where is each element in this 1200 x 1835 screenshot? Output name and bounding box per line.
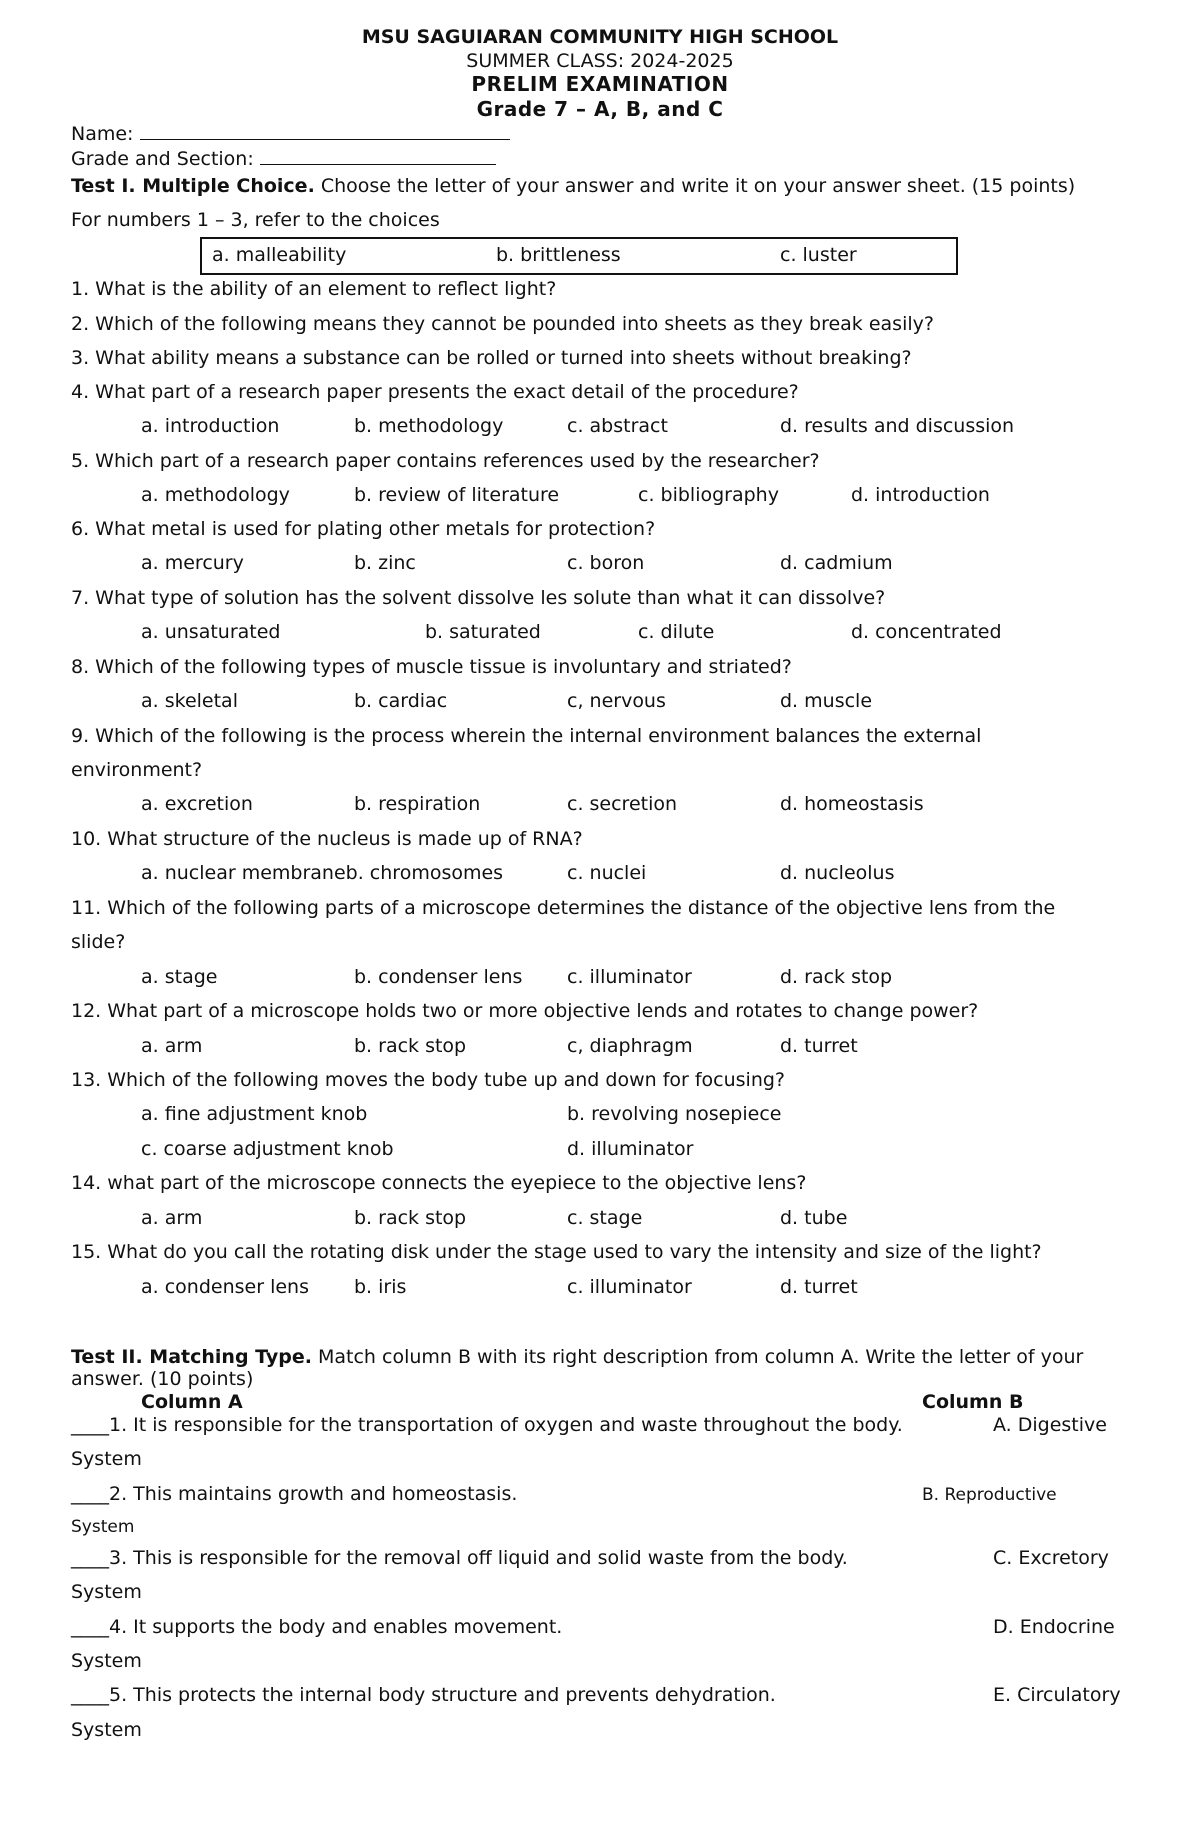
q9-option-a[interactable]: a. excretion [141,793,253,815]
q11-option-a[interactable]: a. stage [141,966,218,988]
question-13: 13. Which of the following moves the body tube up and down for focusing? [71,1069,786,1091]
question-14: 14. what part of the microscope connects the eyepiece to the objective lens? [71,1172,807,1194]
q8-option-a[interactable]: a. skeletal [141,690,238,712]
q9-option-b[interactable]: b. respiration [354,793,481,815]
q6-option-d[interactable]: d. cadmium [780,552,893,574]
q7-option-c[interactable]: c. dilute [638,621,715,643]
column-a-header: Column A [141,1391,243,1413]
exam-title: PRELIM EXAMINATION [471,72,729,96]
matching-answer-d-wrap: System [71,1650,142,1672]
matching-item-3: ____3. This is responsible for the removal off liquid and solid waste from the body. [71,1547,848,1569]
matching-answer-b: B. Reproductive [922,1485,1057,1505]
matching-answer-c: C. Excretory [993,1547,1109,1569]
q10-option-c[interactable]: c. nuclei [567,862,647,884]
q4-option-b[interactable]: b. methodology [354,415,504,437]
test1-heading [71,175,1075,197]
matching-item-1: ____1. It is responsible for the transportation of oxygen and waste throughout the body. [71,1414,903,1436]
grade-line: Grade 7 – A, B, and C [476,97,724,121]
matching-answer-b-wrap: System [71,1517,135,1537]
q6-option-c[interactable]: c. boron [567,552,645,574]
q5-option-b[interactable]: b. review of literature [354,484,560,506]
q14-option-c[interactable]: c. stage [567,1207,643,1229]
q12-option-c[interactable]: c, diaphragm [567,1035,693,1057]
q9-option-d[interactable]: d. homeostasis [780,793,924,815]
q13-option-c[interactable]: c. coarse adjustment knob [141,1138,394,1160]
question-11: 11. Which of the following parts of a microscope determines the distance of the objective lens from the [71,897,1056,919]
q11-option-c[interactable]: c. illuminator [567,966,692,988]
q12-option-b[interactable]: b. rack stop [354,1035,467,1057]
q8-option-c[interactable]: c, nervous [567,690,666,712]
test1-note: For numbers 1 – 3, refer to the choices [71,209,440,231]
q12-option-a[interactable]: a. arm [141,1035,203,1057]
q10-option-d[interactable]: d. nucleolus [780,862,895,884]
question-2: 2. Which of the following means they cannot be pounded into sheets as they break easily? [71,313,934,335]
q11-option-d[interactable]: d. rack stop [780,966,893,988]
test1-instructions: Choose the letter of your answer and write it on your answer sheet. (15 points) [314,175,1076,197]
question-1: 1. What is the ability of an element to reflect light? [71,278,557,300]
matching-item-5: ____5. This protects the internal body structure and prevents dehydration. [71,1684,776,1706]
choice-a: a. malleability [212,244,347,266]
question-3: 3. What ability means a substance can be rolled or turned into sheets without breaking? [71,347,912,369]
q7-option-d[interactable]: d. concentrated [851,621,1002,643]
q9-option-c[interactable]: c. secretion [567,793,678,815]
q7-option-b[interactable]: b. saturated [425,621,541,643]
matching-answer-a: A. Digestive [993,1414,1107,1436]
q15-option-c[interactable]: c. illuminator [567,1276,692,1298]
choice-b: b. brittleness [496,244,621,266]
q14-option-b[interactable]: b. rack stop [354,1207,467,1229]
question-7: 7. What type of solution has the solvent dissolve les solute than what it can dissolve? [71,587,886,609]
q5-option-d[interactable]: d. introduction [851,484,990,506]
test2-heading [71,1346,1083,1368]
question-9: 9. Which of the following is the process wherein the internal environment balances the external [71,725,982,747]
question-15: 15. What do you call the rotating disk under the stage used to vary the intensity and size of the light? [71,1241,1042,1263]
summer-class: SUMMER CLASS: 2024-2025 [466,50,734,72]
question-8: 8. Which of the following types of muscle tissue is involuntary and striated? [71,656,792,678]
q13-option-b[interactable]: b. revolving nosepiece [567,1103,782,1125]
question-6: 6. What metal is used for plating other metals for protection? [71,518,656,540]
matching-answer-c-wrap: System [71,1581,142,1603]
choice-c: c. luster [780,244,857,266]
test1-title: Test I. Multiple Choice. [71,175,315,197]
q8-option-b[interactable]: b. cardiac [354,690,448,712]
test2-title: Test II. Matching Type. [71,1346,312,1368]
q7-option-a[interactable]: a. unsaturated [141,621,281,643]
question-10: 10. What structure of the nucleus is made up of RNA? [71,828,583,850]
name-label: Name: [71,123,134,145]
q15-option-b[interactable]: b. iris [354,1276,407,1298]
question-9-cont: environment? [71,759,203,781]
matching-item-2: ____2. This maintains growth and homeostasis. [71,1483,518,1505]
question-11-cont: slide? [71,931,126,953]
matching-answer-d: D. Endocrine [993,1616,1115,1638]
matching-answer-e: E. Circulatory [993,1684,1121,1706]
test2-instructions-cont: answer. (10 points) [71,1368,254,1390]
test2-instructions: Match column B with its right description from column A. Write the letter of your [311,1346,1084,1368]
q14-option-a[interactable]: a. arm [141,1207,203,1229]
question-12: 12. What part of a microscope holds two or more objective lends and rotates to change power? [71,1000,979,1022]
school-name: MSU SAGUIARAN COMMUNITY HIGH SCHOOL [361,26,839,48]
matching-item-4: ____4. It supports the body and enables movement. [71,1616,563,1638]
name-field[interactable] [71,123,510,145]
q4-option-c[interactable]: c. abstract [567,415,668,437]
name-line[interactable] [140,123,510,140]
section-field[interactable] [71,148,496,170]
q15-option-a[interactable]: a. condenser lens [141,1276,309,1298]
q4-option-d[interactable]: d. results and discussion [780,415,1015,437]
q11-option-b[interactable]: b. condenser lens [354,966,523,988]
column-b-header: Column B [922,1391,1024,1413]
q6-option-a[interactable]: a. mercury [141,552,244,574]
question-5: 5. Which part of a research paper contains references used by the researcher? [71,450,820,472]
q8-option-d[interactable]: d. muscle [780,690,873,712]
question-4: 4. What part of a research paper presents the exact detail of the procedure? [71,381,799,403]
q13-option-a[interactable]: a. fine adjustment knob [141,1103,368,1125]
section-label: Grade and Section: [71,148,254,170]
q5-option-a[interactable]: a. methodology [141,484,290,506]
q15-option-d[interactable]: d. turret [780,1276,858,1298]
matching-answer-e-wrap: System [71,1719,142,1741]
q10-option-ab[interactable]: a. nuclear membraneb. chromosomes [141,862,504,884]
matching-answer-a-wrap: System [71,1448,142,1470]
section-line[interactable] [260,148,496,165]
q12-option-d[interactable]: d. turret [780,1035,858,1057]
q5-option-c[interactable]: c. bibliography [638,484,779,506]
q13-option-d[interactable]: d. illuminator [567,1138,694,1160]
q14-option-d[interactable]: d. tube [780,1207,848,1229]
q4-option-a[interactable]: a. introduction [141,415,280,437]
q6-option-b[interactable]: b. zinc [354,552,416,574]
